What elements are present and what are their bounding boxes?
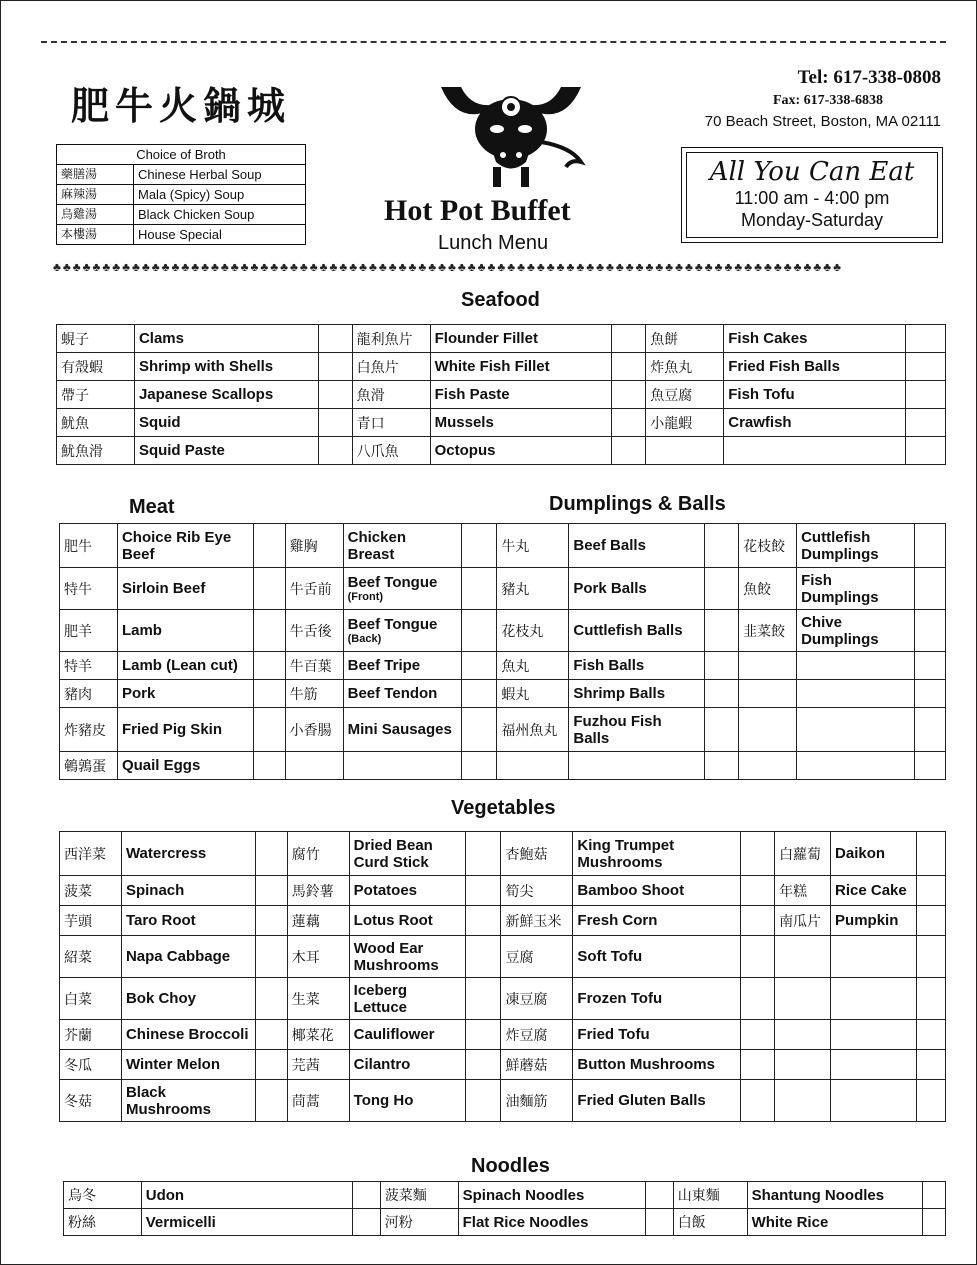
item-chinese-name: 鵪鶉蛋 bbox=[60, 752, 118, 780]
chinese-restaurant-name: 肥牛火鍋城 bbox=[71, 83, 292, 128]
order-checkbox[interactable] bbox=[741, 906, 775, 936]
order-checkbox[interactable] bbox=[255, 936, 287, 978]
item-chinese-name: 凍豆腐 bbox=[501, 978, 573, 1020]
item-english-name: Clams bbox=[134, 325, 318, 353]
order-checkbox[interactable] bbox=[461, 524, 497, 568]
item-chinese-name: 白菜 bbox=[60, 978, 122, 1020]
item-english-name: Cilantro bbox=[349, 1050, 465, 1080]
order-checkbox[interactable] bbox=[461, 568, 497, 610]
item-chinese-name: 烏冬 bbox=[64, 1182, 142, 1209]
order-checkbox[interactable] bbox=[465, 832, 501, 876]
order-checkbox[interactable] bbox=[465, 1050, 501, 1080]
item-english-name bbox=[797, 752, 915, 780]
item-chinese-name bbox=[775, 936, 831, 978]
broth-table bbox=[56, 144, 306, 245]
item-english-name: Fresh Corn bbox=[573, 906, 741, 936]
item-chinese-name: 芫茜 bbox=[287, 1050, 349, 1080]
order-checkbox[interactable] bbox=[612, 437, 646, 465]
order-checkbox[interactable] bbox=[906, 325, 946, 353]
order-checkbox[interactable] bbox=[914, 524, 945, 568]
item-chinese-name: 西洋菜 bbox=[60, 832, 122, 876]
item-chinese-name: 龍利魚片 bbox=[352, 325, 430, 353]
item-chinese-name: 腐竹 bbox=[287, 832, 349, 876]
all-you-can-eat-box bbox=[681, 147, 943, 243]
order-checkbox[interactable] bbox=[318, 353, 352, 381]
seafood-row bbox=[57, 325, 946, 353]
order-checkbox[interactable] bbox=[916, 1050, 945, 1080]
item-chinese-name: 白飯 bbox=[673, 1209, 747, 1236]
item-chinese-name: 菠菜麵 bbox=[380, 1182, 458, 1209]
item-chinese-name: 南瓜片 bbox=[775, 906, 831, 936]
order-checkbox[interactable] bbox=[705, 752, 739, 780]
brand-title: Hot Pot Buffet bbox=[384, 194, 571, 227]
item-chinese-name: 冬瓜 bbox=[60, 1050, 122, 1080]
seafood-row bbox=[57, 381, 946, 409]
item-english-name: Fried Fish Balls bbox=[724, 353, 906, 381]
item-chinese-name: 有殼蝦 bbox=[57, 353, 135, 381]
section-title-vegetables: Vegetables bbox=[451, 797, 556, 819]
item-chinese-name: 青口 bbox=[352, 409, 430, 437]
item-chinese-name: 芥蘭 bbox=[60, 1020, 122, 1050]
item-chinese-name bbox=[775, 1020, 831, 1050]
item-english-name: Fish Tofu bbox=[724, 381, 906, 409]
item-english-name: Fish Dumplings bbox=[797, 568, 915, 610]
item-english-name: Tong Ho bbox=[349, 1080, 465, 1122]
item-english-name: Flounder Fillet bbox=[430, 325, 612, 353]
meat-row bbox=[60, 708, 946, 752]
item-english-name: Potatoes bbox=[349, 876, 465, 906]
item-english-name bbox=[797, 680, 915, 708]
order-checkbox[interactable] bbox=[352, 1209, 380, 1236]
seafood-row bbox=[57, 353, 946, 381]
item-chinese-name: 牛舌後 bbox=[285, 610, 343, 652]
contact-info bbox=[681, 67, 941, 130]
item-english-name: Beef Tripe bbox=[343, 652, 461, 680]
item-chinese-name: 牛筋 bbox=[285, 680, 343, 708]
order-checkbox[interactable] bbox=[461, 680, 497, 708]
order-checkbox[interactable] bbox=[705, 652, 739, 680]
order-checkbox[interactable] bbox=[741, 936, 775, 978]
item-english-name: Quail Eggs bbox=[117, 752, 253, 780]
item-english-name: Choice Rib Eye Beef bbox=[117, 524, 253, 568]
item-chinese-name: 雞胸 bbox=[285, 524, 343, 568]
item-english-name: Button Mushrooms bbox=[573, 1050, 741, 1080]
item-english-name: Lamb bbox=[117, 610, 253, 652]
order-checkbox[interactable] bbox=[253, 524, 285, 568]
item-chinese-name: 帶子 bbox=[57, 381, 135, 409]
item-chinese-name: 花枝丸 bbox=[497, 610, 569, 652]
item-chinese-name: 牛百葉 bbox=[285, 652, 343, 680]
item-chinese-name: 鮮蘑菇 bbox=[501, 1050, 573, 1080]
order-checkbox[interactable] bbox=[645, 1209, 673, 1236]
item-english-name bbox=[831, 1020, 917, 1050]
item-chinese-name: 豬丸 bbox=[497, 568, 569, 610]
order-checkbox[interactable] bbox=[253, 652, 285, 680]
broth-row: 麻辣湯 Mala (Spicy) Soup bbox=[57, 185, 306, 205]
item-english-name: Squid Paste bbox=[134, 437, 318, 465]
item-chinese-name: 木耳 bbox=[287, 936, 349, 978]
item-english-name bbox=[831, 978, 917, 1020]
order-checkbox[interactable] bbox=[916, 1020, 945, 1050]
item-chinese-name: 新鮮玉米 bbox=[501, 906, 573, 936]
item-chinese-name: 白蘿蔔 bbox=[775, 832, 831, 876]
item-english-name: Shrimp with Shells bbox=[134, 353, 318, 381]
lunch-menu-subtitle: Lunch Menu bbox=[438, 232, 549, 254]
meat-dumplings-table bbox=[59, 523, 946, 780]
vegetables-row bbox=[60, 832, 946, 876]
order-checkbox[interactable] bbox=[461, 652, 497, 680]
order-checkbox[interactable] bbox=[612, 409, 646, 437]
section-title-dumplings: Dumplings & Balls bbox=[549, 493, 726, 515]
order-checkbox[interactable] bbox=[906, 353, 946, 381]
item-english-name: Fried Pig Skin bbox=[117, 708, 253, 752]
item-english-name: Udon bbox=[141, 1182, 352, 1209]
order-checkbox[interactable] bbox=[923, 1182, 946, 1209]
vegetables-row bbox=[60, 876, 946, 906]
all-you-can-eat-inner-frame bbox=[686, 152, 938, 238]
item-chinese-name: 紹菜 bbox=[60, 936, 122, 978]
item-english-name: Cuttlefish Dumplings bbox=[797, 524, 915, 568]
seafood-row bbox=[57, 409, 946, 437]
item-chinese-name: 筍尖 bbox=[501, 876, 573, 906]
item-chinese-name: 生菜 bbox=[287, 978, 349, 1020]
item-chinese-name: 魚丸 bbox=[497, 652, 569, 680]
bull-logo-icon bbox=[431, 67, 591, 192]
item-chinese-name: 特羊 bbox=[60, 652, 118, 680]
noodles-row bbox=[64, 1182, 946, 1209]
order-checkbox[interactable] bbox=[255, 832, 287, 876]
ayce-days: Monday-Saturday bbox=[740, 210, 884, 230]
order-checkbox[interactable] bbox=[906, 437, 946, 465]
item-english-name: Japanese Scallops bbox=[134, 381, 318, 409]
order-checkbox[interactable] bbox=[645, 1182, 673, 1209]
item-english-name: Pork bbox=[117, 680, 253, 708]
item-english-main: Beef Tongue bbox=[347, 615, 438, 633]
broth-row: 烏雞湯 Black Chicken Soup bbox=[57, 205, 306, 225]
order-checkbox[interactable] bbox=[741, 1080, 775, 1122]
item-chinese-name: 八爪魚 bbox=[352, 437, 430, 465]
item-english-name: Fish Paste bbox=[430, 381, 612, 409]
order-checkbox[interactable] bbox=[914, 752, 945, 780]
item-chinese-name bbox=[775, 978, 831, 1020]
order-checkbox[interactable] bbox=[461, 752, 497, 780]
item-english-name: White Rice bbox=[747, 1209, 922, 1236]
item-english-name: Bamboo Shoot bbox=[573, 876, 741, 906]
seafood-table bbox=[56, 324, 946, 465]
meat-row bbox=[60, 652, 946, 680]
item-english-name: Fuzhou Fish Balls bbox=[569, 708, 705, 752]
order-checkbox[interactable] bbox=[914, 568, 945, 610]
item-chinese-name bbox=[739, 652, 797, 680]
item-english-name: Vermicelli bbox=[141, 1209, 352, 1236]
item-english-name: Chicken Breast bbox=[343, 524, 461, 568]
item-english-name: Watercress bbox=[121, 832, 255, 876]
order-checkbox[interactable] bbox=[253, 752, 285, 780]
item-chinese-name: 豆腐 bbox=[501, 936, 573, 978]
item-chinese-name: 河粉 bbox=[380, 1209, 458, 1236]
item-english-note: (Front) bbox=[347, 590, 384, 603]
order-checkbox[interactable] bbox=[914, 708, 945, 752]
item-chinese-name: 韭菜餃 bbox=[739, 610, 797, 652]
item-english-name: Fish Cakes bbox=[724, 325, 906, 353]
item-chinese-name: 魚豆腐 bbox=[646, 381, 724, 409]
order-checkbox[interactable] bbox=[705, 610, 739, 652]
item-chinese-name: 特牛 bbox=[60, 568, 118, 610]
item-english-name: Fried Gluten Balls bbox=[573, 1080, 741, 1122]
order-checkbox[interactable] bbox=[916, 906, 945, 936]
item-chinese-name: 魚滑 bbox=[352, 381, 430, 409]
ornamental-border-icon: ♣♣♣♣♣♣♣♣♣♣♣♣♣♣♣♣♣♣♣♣♣♣♣♣♣♣♣♣♣♣♣♣♣♣♣♣♣♣♣♣♣♣♣♣♣♣♣♣♣♣♣♣♣♣♣♣♣♣♣♣♣♣♣♣♣♣♣♣♣♣♣♣♣♣♣♣♣♣♣♣ bbox=[53, 260, 843, 274]
order-checkbox[interactable] bbox=[255, 876, 287, 906]
item-chinese-name: 炸魚丸 bbox=[646, 353, 724, 381]
order-checkbox[interactable] bbox=[461, 708, 497, 752]
item-english-name: Cuttlefish Balls bbox=[569, 610, 705, 652]
order-checkbox[interactable] bbox=[253, 568, 285, 610]
item-english-name bbox=[797, 652, 915, 680]
item-chinese-name: 花枝餃 bbox=[739, 524, 797, 568]
meat-row bbox=[60, 568, 946, 610]
order-checkbox[interactable] bbox=[906, 409, 946, 437]
order-checkbox[interactable] bbox=[914, 680, 945, 708]
item-english-name: Bok Choy bbox=[121, 978, 255, 1020]
item-english-name: Taro Root bbox=[121, 906, 255, 936]
item-chinese-name: 山東麵 bbox=[673, 1182, 747, 1209]
vegetables-row bbox=[60, 906, 946, 936]
vegetables-row bbox=[60, 1050, 946, 1080]
item-english-main: Beef Tongue bbox=[347, 573, 438, 591]
item-chinese-name: 魷魚 bbox=[57, 409, 135, 437]
item-chinese-name: 蓮藕 bbox=[287, 906, 349, 936]
item-english-name: Mini Sausages bbox=[343, 708, 461, 752]
order-checkbox[interactable] bbox=[906, 381, 946, 409]
item-chinese-name: 冬菇 bbox=[60, 1080, 122, 1122]
meat-row bbox=[60, 524, 946, 568]
item-chinese-name bbox=[739, 752, 797, 780]
vegetables-row bbox=[60, 1020, 946, 1050]
item-chinese-name: 茼蒿 bbox=[287, 1080, 349, 1122]
order-checkbox[interactable] bbox=[741, 1020, 775, 1050]
item-chinese-name: 芋頭 bbox=[60, 906, 122, 936]
item-english-name: Spinach bbox=[121, 876, 255, 906]
item-english-name: Chinese Broccoli bbox=[121, 1020, 255, 1050]
top-dashed-line bbox=[41, 41, 946, 43]
address: 70 Beach Street, Boston, MA 02111 bbox=[704, 113, 941, 130]
item-english-name bbox=[831, 1050, 917, 1080]
item-english-name bbox=[343, 752, 461, 780]
order-checkbox[interactable] bbox=[916, 832, 945, 876]
item-chinese-name: 粉絲 bbox=[64, 1209, 142, 1236]
item-chinese-name: 小香腸 bbox=[285, 708, 343, 752]
item-chinese-name: 年糕 bbox=[775, 876, 831, 906]
order-checkbox[interactable] bbox=[352, 1182, 380, 1209]
order-checkbox[interactable] bbox=[253, 708, 285, 752]
item-chinese-name bbox=[497, 752, 569, 780]
item-chinese-name: 蝦丸 bbox=[497, 680, 569, 708]
item-chinese-name: 蜆子 bbox=[57, 325, 135, 353]
order-checkbox[interactable] bbox=[465, 1080, 501, 1122]
item-chinese-name: 福州魚丸 bbox=[497, 708, 569, 752]
item-english-name: Black Mushrooms bbox=[121, 1080, 255, 1122]
order-checkbox[interactable] bbox=[741, 1050, 775, 1080]
order-checkbox[interactable] bbox=[255, 978, 287, 1020]
order-checkbox[interactable] bbox=[465, 906, 501, 936]
order-checkbox[interactable] bbox=[916, 978, 945, 1020]
order-checkbox[interactable] bbox=[465, 1020, 501, 1050]
phone-number: Tel: 617-338-0808 bbox=[797, 67, 941, 88]
item-chinese-name: 馬鈴薯 bbox=[287, 876, 349, 906]
item-english-note: (Back) bbox=[347, 632, 382, 645]
order-checkbox[interactable] bbox=[916, 876, 945, 906]
order-checkbox[interactable] bbox=[318, 381, 352, 409]
order-checkbox[interactable] bbox=[705, 680, 739, 708]
item-english-name bbox=[569, 752, 705, 780]
item-chinese-name bbox=[285, 752, 343, 780]
order-checkbox[interactable] bbox=[253, 680, 285, 708]
meat-row bbox=[60, 610, 946, 652]
fax-number: Fax: 617-338-6838 bbox=[772, 93, 883, 108]
item-english-name: Squid bbox=[134, 409, 318, 437]
item-english-name: Octopus bbox=[430, 437, 612, 465]
order-checkbox[interactable] bbox=[461, 610, 497, 652]
order-checkbox[interactable] bbox=[914, 610, 945, 652]
vegetables-table bbox=[59, 831, 946, 1122]
item-english-name: Napa Cabbage bbox=[121, 936, 255, 978]
item-english-name: Spinach Noodles bbox=[458, 1182, 645, 1209]
vegetables-row bbox=[60, 978, 946, 1020]
order-checkbox[interactable] bbox=[255, 1050, 287, 1080]
item-chinese-name: 白魚片 bbox=[352, 353, 430, 381]
order-checkbox[interactable] bbox=[916, 1080, 945, 1122]
item-chinese-name: 椰菜花 bbox=[287, 1020, 349, 1050]
broth-row: 本樓湯 House Special bbox=[57, 225, 306, 245]
item-english-name bbox=[831, 1080, 917, 1122]
order-checkbox[interactable] bbox=[741, 832, 775, 876]
order-checkbox[interactable] bbox=[255, 1020, 287, 1050]
item-english-name: Daikon bbox=[831, 832, 917, 876]
item-english-name bbox=[343, 568, 461, 610]
item-english-name: Shantung Noodles bbox=[747, 1182, 922, 1209]
item-english-name: Lotus Root bbox=[349, 906, 465, 936]
order-checkbox[interactable] bbox=[318, 409, 352, 437]
item-english-name: Crawfish bbox=[724, 409, 906, 437]
order-checkbox[interactable] bbox=[923, 1209, 946, 1236]
item-chinese-name: 炸豆腐 bbox=[501, 1020, 573, 1050]
item-chinese-name bbox=[739, 680, 797, 708]
item-english-name: Soft Tofu bbox=[573, 936, 741, 978]
item-english-name bbox=[343, 610, 461, 652]
order-checkbox[interactable] bbox=[705, 708, 739, 752]
item-english-name: Flat Rice Noodles bbox=[458, 1209, 645, 1236]
item-english-name: Chive Dumplings bbox=[797, 610, 915, 652]
order-checkbox[interactable] bbox=[465, 978, 501, 1020]
item-english-name: Fried Tofu bbox=[573, 1020, 741, 1050]
order-checkbox[interactable] bbox=[255, 906, 287, 936]
noodles-row bbox=[64, 1209, 946, 1236]
order-checkbox[interactable] bbox=[318, 325, 352, 353]
item-english-name: Wood Ear Mushrooms bbox=[349, 936, 465, 978]
order-checkbox[interactable] bbox=[741, 876, 775, 906]
vegetables-row bbox=[60, 936, 946, 978]
order-checkbox[interactable] bbox=[318, 437, 352, 465]
item-chinese-name: 炸豬皮 bbox=[60, 708, 118, 752]
order-checkbox[interactable] bbox=[705, 524, 739, 568]
order-checkbox[interactable] bbox=[705, 568, 739, 610]
seafood-row bbox=[57, 437, 946, 465]
item-english-name: Beef Balls bbox=[569, 524, 705, 568]
order-checkbox[interactable] bbox=[465, 936, 501, 978]
item-english-name: White Fish Fillet bbox=[430, 353, 612, 381]
item-chinese-name bbox=[739, 708, 797, 752]
item-english-name: Dried Bean Curd Stick bbox=[349, 832, 465, 876]
order-checkbox[interactable] bbox=[253, 610, 285, 652]
item-english-name: Beef Tendon bbox=[343, 680, 461, 708]
order-checkbox[interactable] bbox=[612, 381, 646, 409]
item-english-name bbox=[831, 936, 917, 978]
item-chinese-name: 小龍蝦 bbox=[646, 409, 724, 437]
item-chinese-name bbox=[775, 1080, 831, 1122]
item-english-name: Shrimp Balls bbox=[569, 680, 705, 708]
vegetables-row bbox=[60, 1080, 946, 1122]
order-checkbox[interactable] bbox=[916, 936, 945, 978]
noodles-table bbox=[63, 1181, 946, 1236]
item-chinese-name: 杏鮑菇 bbox=[501, 832, 573, 876]
ayce-hours: 11:00 am - 4:00 pm bbox=[734, 188, 890, 208]
broth-title: Choice of Broth bbox=[57, 145, 306, 165]
item-chinese-name bbox=[775, 1050, 831, 1080]
item-english-name: Cauliflower bbox=[349, 1020, 465, 1050]
item-english-name: Mussels bbox=[430, 409, 612, 437]
item-english-name: Sirloin Beef bbox=[117, 568, 253, 610]
section-title-meat: Meat bbox=[129, 496, 175, 518]
meat-row bbox=[60, 752, 946, 780]
order-checkbox[interactable] bbox=[741, 978, 775, 1020]
item-english-name: King Trumpet Mushrooms bbox=[573, 832, 741, 876]
item-chinese-name: 肥羊 bbox=[60, 610, 118, 652]
item-english-name: Lamb (Lean cut) bbox=[117, 652, 253, 680]
item-chinese-name: 豬肉 bbox=[60, 680, 118, 708]
order-checkbox[interactable] bbox=[612, 325, 646, 353]
item-chinese-name: 魚餃 bbox=[739, 568, 797, 610]
item-english-name: Frozen Tofu bbox=[573, 978, 741, 1020]
item-english-name: Fish Balls bbox=[569, 652, 705, 680]
item-english-name bbox=[797, 708, 915, 752]
item-chinese-name: 牛丸 bbox=[497, 524, 569, 568]
item-english-name bbox=[724, 437, 906, 465]
item-chinese-name: 肥牛 bbox=[60, 524, 118, 568]
order-checkbox[interactable] bbox=[612, 353, 646, 381]
item-chinese-name: 油麵筋 bbox=[501, 1080, 573, 1122]
ayce-title: All You Can Eat bbox=[709, 157, 915, 187]
item-english-name: Winter Melon bbox=[121, 1050, 255, 1080]
section-title-seafood: Seafood bbox=[461, 289, 540, 311]
item-english-name: Pumpkin bbox=[831, 906, 917, 936]
section-title-noodles: Noodles bbox=[471, 1155, 550, 1177]
order-checkbox[interactable] bbox=[465, 876, 501, 906]
order-checkbox[interactable] bbox=[255, 1080, 287, 1122]
broth-row: 藥膳湯 Chinese Herbal Soup bbox=[57, 165, 306, 185]
order-checkbox[interactable] bbox=[914, 652, 945, 680]
item-chinese-name: 菠菜 bbox=[60, 876, 122, 906]
meat-row bbox=[60, 680, 946, 708]
item-chinese-name: 魚餅 bbox=[646, 325, 724, 353]
item-chinese-name bbox=[646, 437, 724, 465]
item-english-name: Pork Balls bbox=[569, 568, 705, 610]
item-chinese-name: 牛舌前 bbox=[285, 568, 343, 610]
item-english-name: Rice Cake bbox=[831, 876, 917, 906]
item-english-name: Iceberg Lettuce bbox=[349, 978, 465, 1020]
item-chinese-name: 魷魚滑 bbox=[57, 437, 135, 465]
